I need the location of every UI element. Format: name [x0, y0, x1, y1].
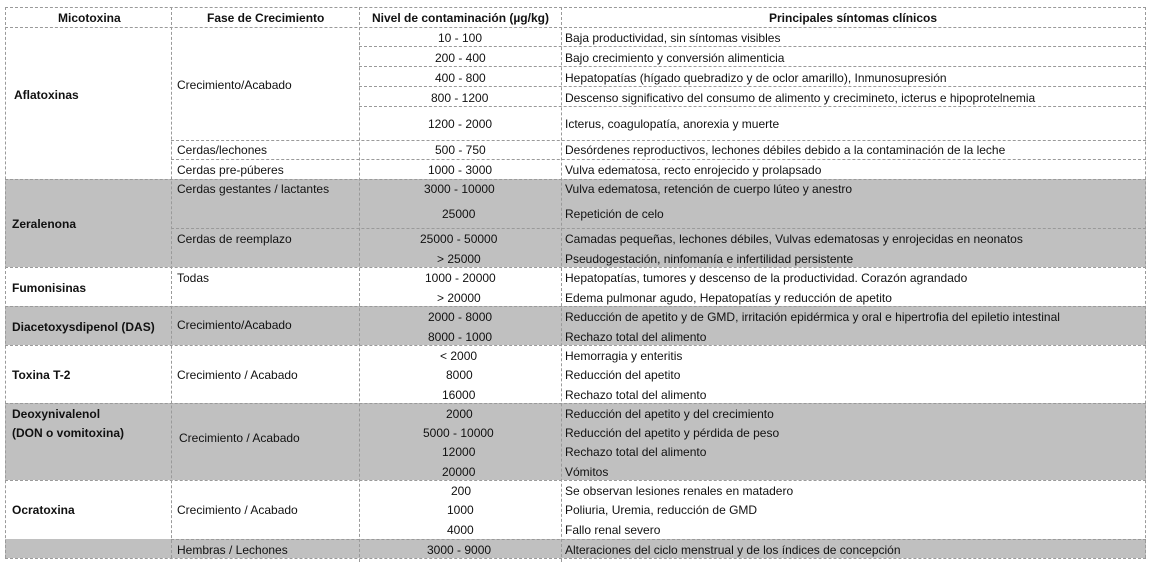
- phase-label: Crecimiento / Acabado: [179, 431, 300, 445]
- symptom-text: Baja productividad, sin síntomas visibles: [565, 31, 781, 45]
- mycotoxin-name: Diacetoxysdipenol (DAS): [12, 320, 155, 334]
- grid-line: [171, 539, 1146, 540]
- grid-line: [5, 7, 6, 558]
- phase-label: Todas: [177, 271, 210, 285]
- level-value: 1000 - 3000: [428, 163, 493, 177]
- grid-line: [171, 140, 1146, 141]
- symptom-text: Poliuria, Uremia, reducción de GMD: [565, 503, 758, 517]
- grid-line: [5, 480, 1146, 481]
- level-value: 1200 - 2000: [428, 117, 493, 131]
- symptom-text: Vulva edematosa, recto enrojecido y prolapsado: [565, 163, 822, 177]
- header-level: Nivel de contaminación (µg/kg): [372, 11, 549, 25]
- grid-line: [171, 159, 1146, 160]
- symptom-text: Reducción de apetito y de GMD, irritación epidérmica y oral e hipertrofia del epiletio intestinal: [565, 310, 1060, 324]
- symptom-text: Bajo crecimiento y conversión alimenticia: [565, 51, 785, 65]
- level-value: > 20000: [437, 291, 481, 305]
- grid-line: [5, 267, 1146, 268]
- level-value: 25000 - 50000: [420, 232, 498, 246]
- symptom-text: Hepatopatías (hígado quebradizo y de oclor amarillo), Inmunosupresión: [565, 71, 947, 85]
- level-value: 2000: [446, 407, 473, 421]
- symptom-text: Hepatopatías, tumores y descenso de la productividad. Corazón agrandado: [565, 271, 968, 285]
- header-mycotoxin: Micotoxina: [58, 11, 121, 25]
- level-value: 25000: [442, 207, 476, 221]
- level-value: 5000 - 10000: [423, 426, 494, 440]
- symptom-text: Se observan lesiones renales en matadero: [565, 484, 794, 498]
- symptom-text: Edema pulmonar agudo, Hepatopatías y reducción de apetito: [565, 291, 892, 305]
- symptom-text: Reducción del apetito: [565, 368, 681, 382]
- level-value: 8000 - 1000: [428, 330, 493, 344]
- header-symptoms: Principales síntomas clínicos: [769, 11, 938, 25]
- symptom-text: Rechazo total del alimento: [565, 445, 707, 459]
- level-value: 1000 - 20000: [425, 271, 496, 285]
- grid-line: [359, 106, 1146, 107]
- phase-label: Crecimiento / Acabado: [177, 368, 298, 382]
- mycotoxin-name-sub: (DON o vomitoxina): [12, 426, 125, 440]
- level-value: 2000 - 8000: [428, 310, 493, 324]
- header-phase: Fase de Crecimiento: [207, 11, 325, 25]
- phase-label: Cerdas/lechones: [177, 143, 268, 157]
- level-value: < 2000: [440, 349, 478, 363]
- phase-label: Cerdas de reemplazo: [177, 232, 292, 246]
- level-value: 16000: [442, 388, 476, 402]
- grid-line: [359, 86, 1146, 87]
- grid-line: [359, 7, 360, 562]
- grid-line: [359, 66, 1146, 67]
- grid-line: [5, 403, 1146, 404]
- mycotoxin-name: Deoxynivalenol: [12, 407, 101, 421]
- grid-line: [5, 345, 1146, 346]
- level-value: 3000 - 9000: [427, 543, 492, 557]
- level-value: > 25000: [437, 252, 481, 266]
- phase-label: Hembras / Lechones: [177, 543, 288, 557]
- grid-line: [5, 306, 1146, 307]
- mycotoxin-name: Fumonisinas: [12, 281, 87, 295]
- grid-line: [1145, 7, 1146, 558]
- symptom-text: Vulva edematosa, retención de cuerpo lúteo y anestro: [565, 182, 853, 196]
- level-value: 4000: [447, 523, 474, 537]
- symptom-text: Alteraciones del ciclo menstrual y de los índices de concepción: [565, 543, 901, 557]
- level-value: 200 - 400: [435, 51, 486, 65]
- symptom-text: Reducción del apetito y del crecimiento: [565, 407, 774, 421]
- symptom-text: Fallo renal severo: [565, 523, 661, 537]
- symptom-text: Repetición de celo: [565, 207, 664, 221]
- mycotoxin-name: Aflatoxinas: [14, 88, 79, 102]
- symptom-text: Camadas pequeñas, lechones débiles, Vulvas edematosas y enrojecidas en neonatos: [565, 232, 1023, 246]
- symptom-text: Vómitos: [565, 465, 609, 479]
- phase-label: Crecimiento/Acabado: [177, 318, 292, 332]
- grid-line: [5, 27, 1146, 28]
- phase-label: Crecimiento/Acabado: [177, 78, 292, 92]
- level-value: 1000: [447, 503, 474, 517]
- grid-line: [5, 7, 1146, 8]
- symptom-text: Pseudogestación, ninfomanía e infertilidad persistente: [565, 252, 854, 266]
- level-value: 800 - 1200: [431, 91, 489, 105]
- level-value: 8000: [446, 368, 473, 382]
- grid-line: [5, 558, 1146, 559]
- grid-line: [171, 228, 1146, 229]
- mycotoxin-name: Zeralenona: [12, 217, 77, 231]
- grid-line: [171, 7, 172, 558]
- phase-label: Cerdas gestantes / lactantes: [177, 182, 330, 196]
- symptom-text: Icterus, coagulopatía, anorexia y muerte: [565, 117, 780, 131]
- level-value: 12000: [442, 445, 476, 459]
- level-value: 200: [451, 484, 472, 498]
- mycotoxin-name: Toxina T-2: [12, 368, 71, 382]
- symptom-text: Reducción del apetito y pérdida de peso: [565, 426, 780, 440]
- symptom-text: Rechazo total del alimento: [565, 330, 707, 344]
- level-value: 500 - 750: [435, 143, 486, 157]
- level-value: 3000 - 10000: [424, 182, 495, 196]
- grid-line: [359, 46, 1146, 47]
- mycotoxin-name: Ocratoxina: [12, 503, 75, 517]
- phase-label: Cerdas pre-púberes: [177, 163, 284, 177]
- grid-line: [5, 179, 1146, 180]
- level-value: 10 - 100: [438, 31, 483, 45]
- grid-line: [561, 7, 562, 562]
- symptom-text: Descenso significativo del consumo de alimento y crecimineto, icterus e hipoprotelnemia: [565, 91, 1036, 105]
- symptom-text: Hemorragia y enteritis: [565, 349, 683, 363]
- symptom-text: Desórdenes reproductivos, lechones débiles debido a la contaminación de la leche: [565, 143, 1006, 157]
- level-value: 20000: [442, 465, 476, 479]
- level-value: 400 - 800: [435, 71, 486, 85]
- phase-label: Crecimiento / Acabado: [177, 503, 298, 517]
- symptom-text: Rechazo total del alimento: [565, 388, 707, 402]
